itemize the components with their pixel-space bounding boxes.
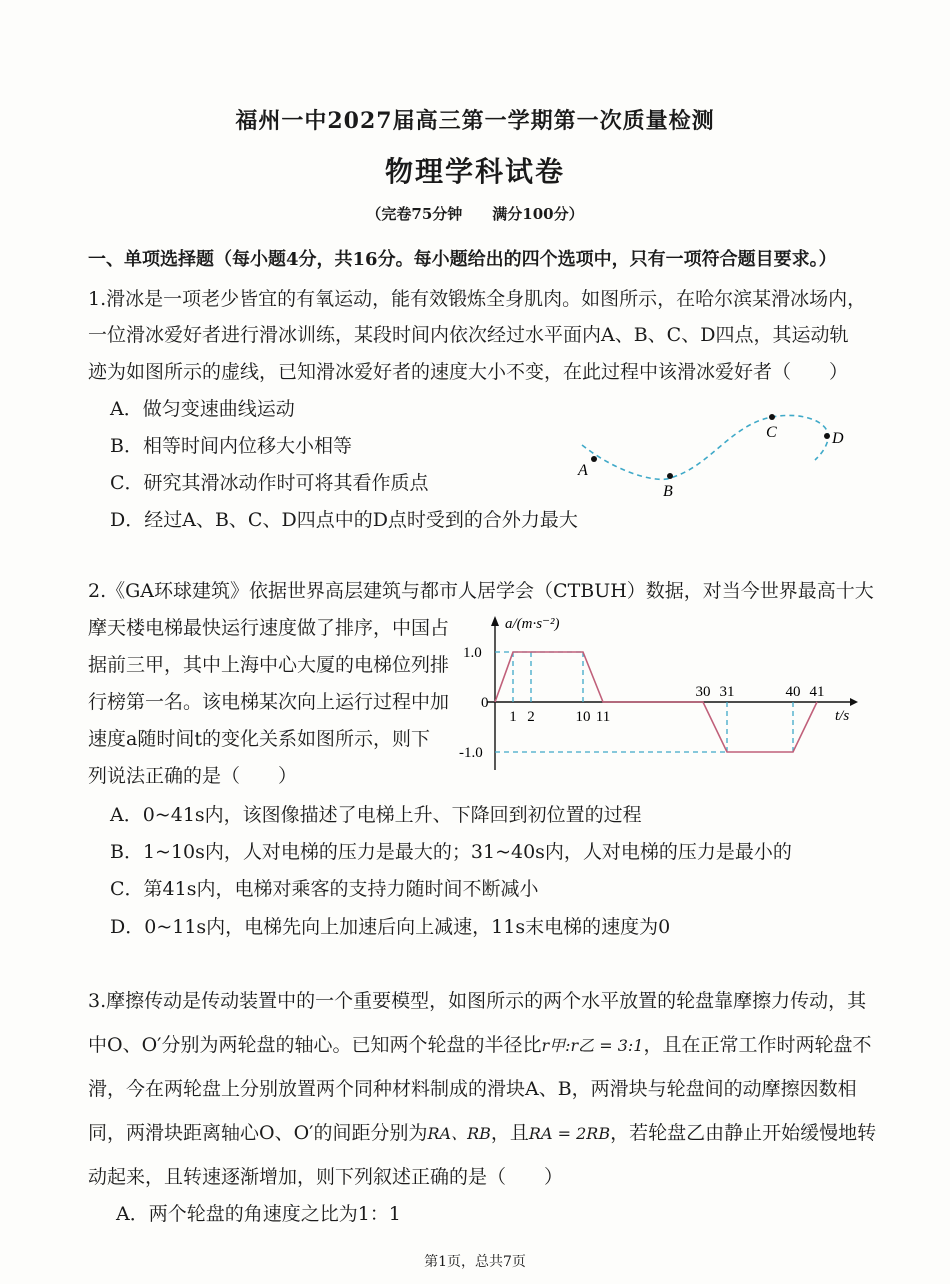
label-b: B — [663, 483, 673, 500]
q1-line-2: 一位滑冰爱好者进行滑冰训练，某段时间内依次经过水平面内A、B、C、D四点，其运动轨 — [88, 324, 849, 346]
q2-option-b: B．1~10s内，人对电梯的压力是最大的；31~40s内，人对电梯的压力是最小的 — [110, 841, 792, 863]
y-axis-arrow — [491, 616, 499, 626]
y-tick-label: 0 — [481, 695, 489, 711]
q1-option-a: A．做匀变速曲线运动 — [110, 398, 295, 420]
q2-line-2: 摩天楼电梯最快运行速度做了排序，中国占 — [88, 617, 450, 639]
q2-option-c: C．第41s内，电梯对乘客的支持力随时间不断减小 — [110, 878, 539, 900]
q2-line-3: 据前三甲，其中上海中心大厦的电梯位列排 — [88, 654, 450, 676]
q3-radius-ratio: r甲:r乙 = 3:1 — [541, 1036, 644, 1055]
x-tick-label: 11 — [595, 709, 611, 725]
q3-radius-relation: RA = 2RB — [528, 1124, 611, 1143]
page-footer: 第1页，总共7页 — [424, 1254, 526, 1270]
q3-line-4-end: ，若轮盘乙由静止开始缓慢地转 — [610, 1122, 877, 1144]
q2-acceleration-chart — [455, 610, 865, 775]
q3-option-a: A．两个轮盘的角速度之比为1：1 — [116, 1203, 401, 1225]
label-d: D — [832, 430, 844, 447]
label-c: C — [766, 424, 777, 441]
q3-line-2-end: ，且在正常工作时两轮盘不 — [643, 1034, 872, 1056]
trajectory-curve — [582, 415, 828, 479]
q3-line-4-mid: ，且 — [490, 1122, 529, 1144]
exam-info: （完卷75分钟 满分100分） — [366, 205, 584, 223]
subject-title: 物理学科试卷 — [384, 155, 565, 188]
q1-trajectory-figure — [570, 405, 860, 500]
x-tick-label: 10 — [575, 709, 591, 725]
y-tick-label: -1.0 — [459, 745, 483, 761]
q1-option-b: B．相等时间内位移大小相等 — [110, 435, 352, 457]
y-axis-label: a/(m·s⁻²) — [505, 616, 560, 632]
q2-line-6: 列说法正确的是（ ） — [88, 765, 298, 787]
label-a: A — [578, 462, 588, 479]
x-tick-label: 2 — [527, 709, 535, 725]
x-axis-label: t/s — [835, 708, 850, 724]
q3-line-2-start: 中O、O′分别为两轮盘的轴心。已知两个轮盘的半径比 — [88, 1034, 542, 1056]
q3-radius-names: RA、RB — [427, 1124, 491, 1143]
point-b — [667, 473, 673, 479]
q2-line-1: 2.《GA环球建筑》依据世界高层建筑与都市人居学会（CTBUH）数据，对当今世界最高十大 — [88, 580, 874, 602]
x-tick-label: 1 — [509, 709, 517, 725]
exam-school-title: 福州一中2027届高三第一学期第一次质量检测 — [235, 108, 715, 134]
x-tick-label: 30 — [695, 684, 711, 700]
q3-line-5: 动起来，且转速逐渐增加，则下列叙述正确的是（ ） — [88, 1166, 564, 1188]
q1-option-c: C．研究其滑冰动作时可将其看作质点 — [110, 472, 429, 494]
x-tick-label: 41 — [809, 684, 825, 700]
q2-line-5: 速度a随时间t的变化关系如图所示，则下 — [88, 728, 430, 750]
y-tick-label: 1.0 — [463, 645, 482, 661]
q3-line-3: 滑，今在两轮盘上分别放置两个同种材料制成的滑块A、B，两滑块与轮盘间的动摩擦因数相 — [88, 1078, 857, 1100]
q3-line-4-start: 同，两滑块距离轴心O、O′的间距分别为 — [88, 1122, 428, 1144]
section-title: 一、单项选择题（每小题4分，共16分。每小题给出的四个选项中，只有一项符合题目要求。） — [88, 249, 837, 270]
q2-line-4: 行榜第一名。该电梯某次向上运行过程中加 — [88, 691, 450, 713]
x-tick-label: 31 — [719, 684, 735, 700]
point-d — [824, 433, 830, 439]
q3-line-2 — [88, 1036, 872, 1055]
q1-line-3: 迹为如图所示的虚线，已知滑冰爱好者的速度大小不变，在此过程中该滑冰爱好者（ ） — [88, 361, 849, 383]
q3-line-1: 3.摩擦传动是传动装置中的一个重要模型，如图所示的两个水平放置的轮盘靠摩擦力传动，其 — [88, 990, 867, 1012]
q1-line-1: 1.滑冰是一项老少皆宜的有氧运动，能有效锻炼全身肌肉。如图所示，在哈尔滨某滑冰场内， — [88, 288, 867, 310]
q1-option-d: D．经过A、B、C、D四点中的D点时受到的合外力最大 — [110, 509, 578, 531]
point-c — [769, 414, 775, 420]
x-axis-arrow — [850, 698, 858, 706]
q2-option-d: D．0~11s内，电梯先向上加速后向上减速，11s末电梯的速度为0 — [110, 916, 671, 938]
q2-option-a: A．0~41s内，该图像描述了电梯上升、下降回到初位置的过程 — [110, 804, 642, 826]
q3-line-4 — [88, 1124, 876, 1143]
x-tick-label: 40 — [785, 684, 801, 700]
point-a — [591, 456, 597, 462]
